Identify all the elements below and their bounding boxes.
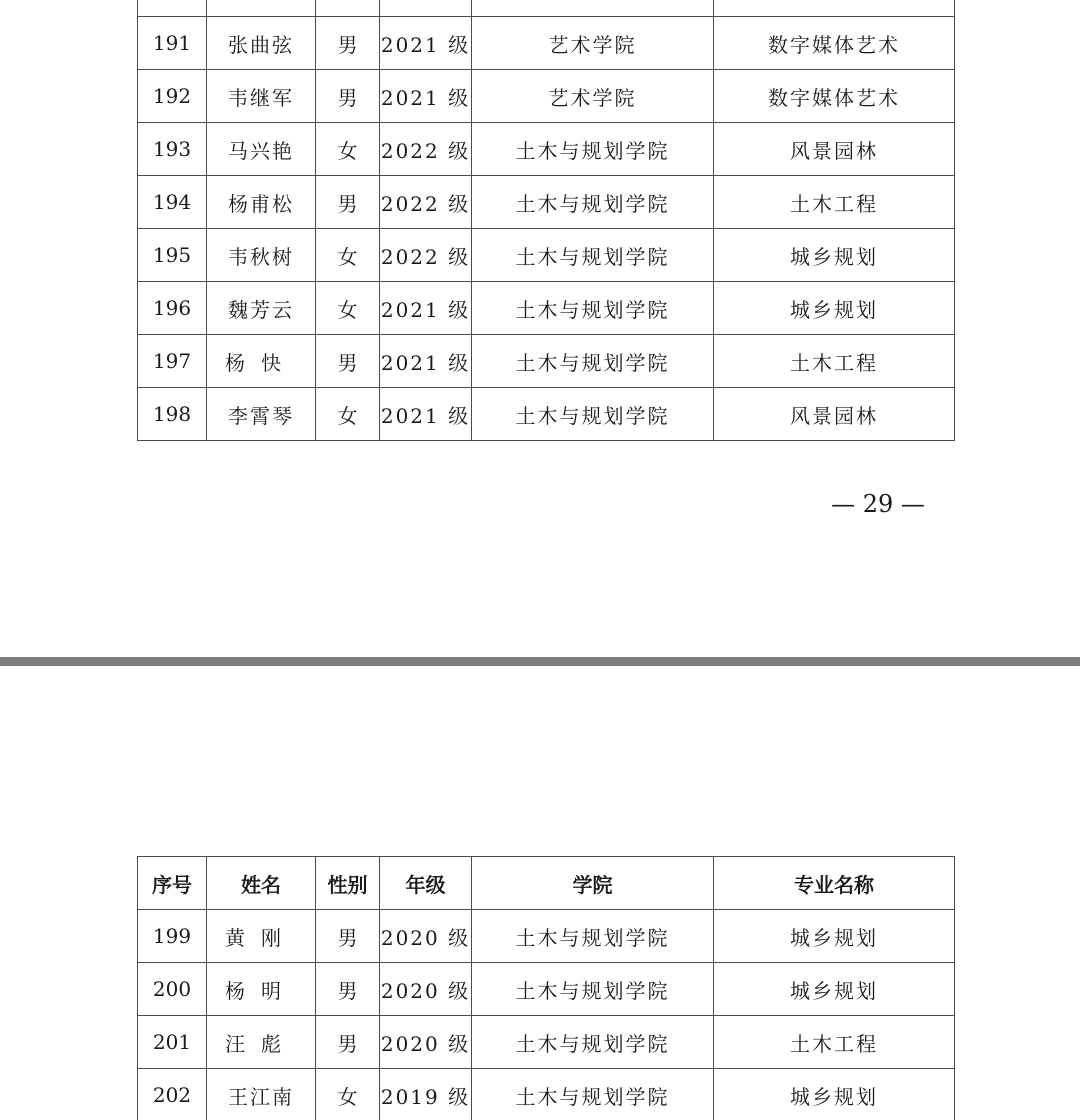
header-gender: 性别: [316, 857, 380, 910]
cell-college: 土木与规划学院: [472, 335, 714, 388]
cell-name: 韦继军: [207, 70, 316, 123]
cell-gender: 男: [316, 335, 380, 388]
cell-grade: 2019 级: [380, 1069, 472, 1120]
table-body: [138, 0, 955, 441]
cell-grade: 2020 级: [380, 1016, 472, 1069]
cell-major: 土木工程: [714, 335, 955, 388]
header-serial-number: 序号: [138, 857, 207, 910]
cell-name: 汪彪: [207, 1016, 316, 1069]
cell-name: 王江南: [207, 1069, 316, 1120]
student-roster-table: [137, 0, 955, 441]
table-row: [138, 963, 955, 1016]
cell-gender: 女: [316, 1069, 380, 1120]
cell-gender: 女: [316, 388, 380, 441]
cell-serial-number: 197: [138, 335, 207, 388]
cell-serial-number: 191: [138, 17, 207, 70]
cell-major: 数字媒体艺术: [714, 70, 955, 123]
cell-major: [714, 0, 955, 17]
table-body: [138, 910, 955, 1120]
cell-gender: 女: [316, 123, 380, 176]
table-row: [138, 17, 955, 70]
document-page-30: [0, 666, 1080, 1120]
cell-name: 杨甫松: [207, 176, 316, 229]
cell-gender: 女: [316, 282, 380, 335]
cell-name: 杨快: [207, 335, 316, 388]
table-row: [138, 335, 955, 388]
cell-gender: 男: [316, 176, 380, 229]
cell-major: 土木工程: [714, 1016, 955, 1069]
cell-college: 艺术学院: [472, 17, 714, 70]
cell-gender: 女: [316, 229, 380, 282]
cell-major: 土木工程: [714, 176, 955, 229]
table-header-row: [138, 857, 955, 910]
table-row: [138, 1069, 955, 1120]
cell-grade: 2021 级: [380, 282, 472, 335]
cell-college: 土木与规划学院: [472, 910, 714, 963]
cell-name: 魏芳云: [207, 282, 316, 335]
cell-gender: 男: [316, 910, 380, 963]
cell-grade: 2022 级: [380, 123, 472, 176]
table-row: [138, 176, 955, 229]
cell-serial-number: [138, 0, 207, 17]
cell-name: 张曲弦: [207, 17, 316, 70]
table-row: [138, 1016, 955, 1069]
table-row: [138, 388, 955, 441]
cell-grade: 2021 级: [380, 17, 472, 70]
cell-grade: 2021 级: [380, 70, 472, 123]
cell-major: 城乡规划: [714, 963, 955, 1016]
header-grade: 年级: [380, 857, 472, 910]
cell-college: 土木与规划学院: [472, 282, 714, 335]
cell-name: 韦秋树: [207, 229, 316, 282]
cell-grade: 2021 级: [380, 335, 472, 388]
cell-serial-number: 198: [138, 388, 207, 441]
cell-serial-number: 193: [138, 123, 207, 176]
table-row: [138, 282, 955, 335]
cell-major: 数字媒体艺术: [714, 17, 955, 70]
cell-name: 黄刚: [207, 910, 316, 963]
cell-college: 土木与规划学院: [472, 176, 714, 229]
page-number: — 29 —: [831, 490, 925, 518]
cell-grade: 2022 级: [380, 229, 472, 282]
cell-college: 土木与规划学院: [472, 388, 714, 441]
cell-grade: 2021 级: [380, 388, 472, 441]
cell-grade: 2020 级: [380, 963, 472, 1016]
header-major: 专业名称: [714, 857, 955, 910]
cell-name: 杨明: [207, 963, 316, 1016]
cell-college: 艺术学院: [472, 70, 714, 123]
cell-major: 风景园林: [714, 123, 955, 176]
cell-grade: 2020 级: [380, 910, 472, 963]
cell-major: 城乡规划: [714, 1069, 955, 1120]
table-row: [138, 229, 955, 282]
cell-college: 土木与规划学院: [472, 963, 714, 1016]
cell-serial-number: 199: [138, 910, 207, 963]
cell-college: 土木与规划学院: [472, 1016, 714, 1069]
table-row: [138, 70, 955, 123]
page-divider: [0, 657, 1080, 666]
cell-college: 土木与规划学院: [472, 229, 714, 282]
cell-serial-number: 201: [138, 1016, 207, 1069]
table-row: [138, 0, 955, 17]
cell-major: 城乡规划: [714, 282, 955, 335]
cell-name: [207, 0, 316, 17]
cell-major: 城乡规划: [714, 910, 955, 963]
cell-gender: 男: [316, 70, 380, 123]
cell-serial-number: 195: [138, 229, 207, 282]
cell-gender: 男: [316, 1016, 380, 1069]
table-row: [138, 910, 955, 963]
cell-grade: [380, 0, 472, 17]
cell-serial-number: 202: [138, 1069, 207, 1120]
cell-serial-number: 196: [138, 282, 207, 335]
cell-serial-number: 200: [138, 963, 207, 1016]
cell-serial-number: 194: [138, 176, 207, 229]
cell-college: 土木与规划学院: [472, 123, 714, 176]
cell-college: [472, 0, 714, 17]
header-name: 姓名: [207, 857, 316, 910]
table-row: [138, 123, 955, 176]
header-college: 学院: [472, 857, 714, 910]
student-roster-table: [137, 856, 955, 1120]
cell-gender: 男: [316, 17, 380, 70]
cell-name: 李霄琴: [207, 388, 316, 441]
cell-college: 土木与规划学院: [472, 1069, 714, 1120]
cell-serial-number: 192: [138, 70, 207, 123]
cell-major: 城乡规划: [714, 229, 955, 282]
cell-gender: [316, 0, 380, 17]
cell-grade: 2022 级: [380, 176, 472, 229]
cell-major: 风景园林: [714, 388, 955, 441]
cell-name: 马兴艳: [207, 123, 316, 176]
cell-gender: 男: [316, 963, 380, 1016]
